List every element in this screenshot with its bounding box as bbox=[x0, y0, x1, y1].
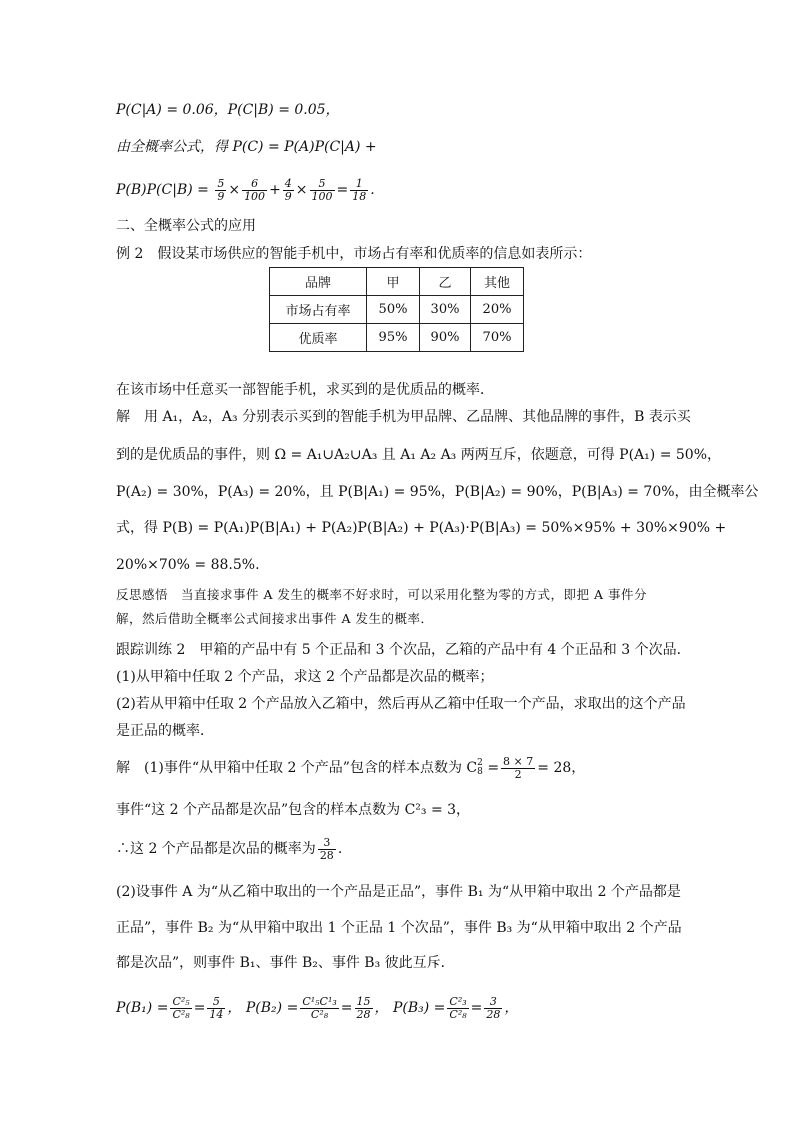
section-heading: 二、全概率公式的应用 bbox=[116, 218, 256, 234]
example-2: 例 2 假设某市场供应的智能手机中，市场占有率和优质率的信息如表所示： bbox=[116, 246, 592, 262]
table-cell: 30% bbox=[420, 296, 471, 324]
probability-line: P(B₁) = $\frac{\text{C²₅}}{\text{C²₈}}$ = $\frac{5}{14}$ ， P(B₂) = $\frac{\text{C¹₅C¹₃}}{\text{C²₈}}$ = $\frac{15}{28}$ ， P(B₃) = $\frac{\text{C²₃}}{\text{C²₈}}$ = $\frac{3}{28}$ ， bbox=[116, 994, 519, 1021]
table-cell: 90% bbox=[420, 324, 471, 352]
table-cell: 市场占有率 bbox=[270, 296, 367, 324]
solution-line-5: 20%×70% = 88.5%. bbox=[116, 557, 260, 573]
formula-line-3: P(B)P(C|B) = $\frac{5}{9}$ × $\frac{6}{100}$ + $\frac{4}{9}$ × $\frac{5}{100}$ = $\frac{1}{18}$ . bbox=[116, 176, 375, 203]
table-cell: 优质率 bbox=[270, 324, 367, 352]
table-row bbox=[270, 324, 524, 352]
solution-line-2: 到的是优质品的事件，则 Ω = A₁∪A₂∪A₃ 且 A₁ A₂ A₃ 两两互斥，依题意，可得 P(A₁) = 50%， bbox=[116, 447, 721, 463]
exercise-part-2b: 是正品的概率． bbox=[116, 723, 214, 739]
table-cell: 品牌 bbox=[270, 268, 367, 296]
table-cell: 甲 bbox=[367, 268, 420, 296]
question: 在该市场中任意买一部智能手机，求买到的是优质品的概率． bbox=[116, 382, 494, 398]
table-cell: 70% bbox=[471, 324, 524, 352]
table-cell: 乙 bbox=[420, 268, 471, 296]
part2-line-2: 正品”，事件 B₂ 为“从甲箱中取出 1 个正品 1 个次品”，事件 B₃ 为“从甲箱中取出 2 个产品 bbox=[116, 920, 682, 936]
exercise-part-2a: (2)若从甲箱中任取 2 个产品放入乙箱中，然后再从乙箱中任取一个产品，求取出的这个产品 bbox=[116, 696, 686, 712]
reflection-line-1: 反思感悟 当直接求事件 A 发生的概率不好求时，可以采用化整为零的方式，即把 A 事件分 bbox=[116, 587, 647, 602]
answer-line-2: 事件“这 2 个产品都是次品”包含的样本点数为 C²₃ = 3， bbox=[116, 802, 471, 818]
answer-line-3: ∴这 2 个产品都是次品的概率为 $\frac{3}{28}$ . bbox=[116, 835, 343, 862]
table-header-row bbox=[270, 268, 524, 296]
table-cell: 其他 bbox=[471, 268, 524, 296]
table-cell: 95% bbox=[367, 324, 420, 352]
table-cell: 20% bbox=[471, 296, 524, 324]
exercise-part-1: (1)从甲箱中任取 2 个产品，求这 2 个产品都是次品的概率； bbox=[116, 669, 494, 685]
table-row bbox=[270, 296, 524, 324]
formula-line-2: 由全概率公式，得 P(C) = P(A)P(C|A) + bbox=[116, 139, 377, 155]
solution-line-1: 解 用 A₁，A₂，A₃ 分别表示买到的智能手机为甲品牌、乙品牌、其他品牌的事件，B 表示买 bbox=[116, 409, 691, 425]
part2-line-1: (2)设事件 A 为“从乙箱中取出的一个产品是正品”，事件 B₁ 为“从甲箱中取出 2 个产品都是 bbox=[116, 884, 681, 900]
formula-line-1: P(C|A) = 0.06，P(C|B) = 0.05， bbox=[116, 102, 340, 118]
data-table bbox=[269, 267, 524, 352]
exercise-title: 跟踪训练 2 甲箱的产品中有 5 个正品和 3 个次品，乙箱的产品中有 4 个正品和 3 个次品． bbox=[116, 642, 691, 658]
part2-line-3: 都是次品”，则事件 B₁、事件 B₂、事件 B₃ 彼此互斥． bbox=[116, 955, 455, 971]
table-cell: 50% bbox=[367, 296, 420, 324]
answer-line-1: 解 (1)事件“从甲箱中任取 2 个产品”包含的样本点数为 C 2 8 = $\frac{8 \times 7}{2}$ = 28， bbox=[116, 754, 586, 781]
solution-line-4: 式，得 P(B) = P(A₁)P(B|A₁) + P(A₂)P(B|A₂) + P(A₃)·P(B|A₃) = 50%×95% + 30%×90% + bbox=[116, 520, 727, 536]
reflection-line-2: 解，然后借助全概率公式间接求出事件 A 发生的概率． bbox=[116, 611, 434, 626]
solution-line-3: P(A₂) = 30%，P(A₃) = 20%，且 P(B|A₁) = 95%，P(B|A₂) = 90%，P(B|A₃) = 70%，由全概率公 bbox=[116, 484, 759, 500]
